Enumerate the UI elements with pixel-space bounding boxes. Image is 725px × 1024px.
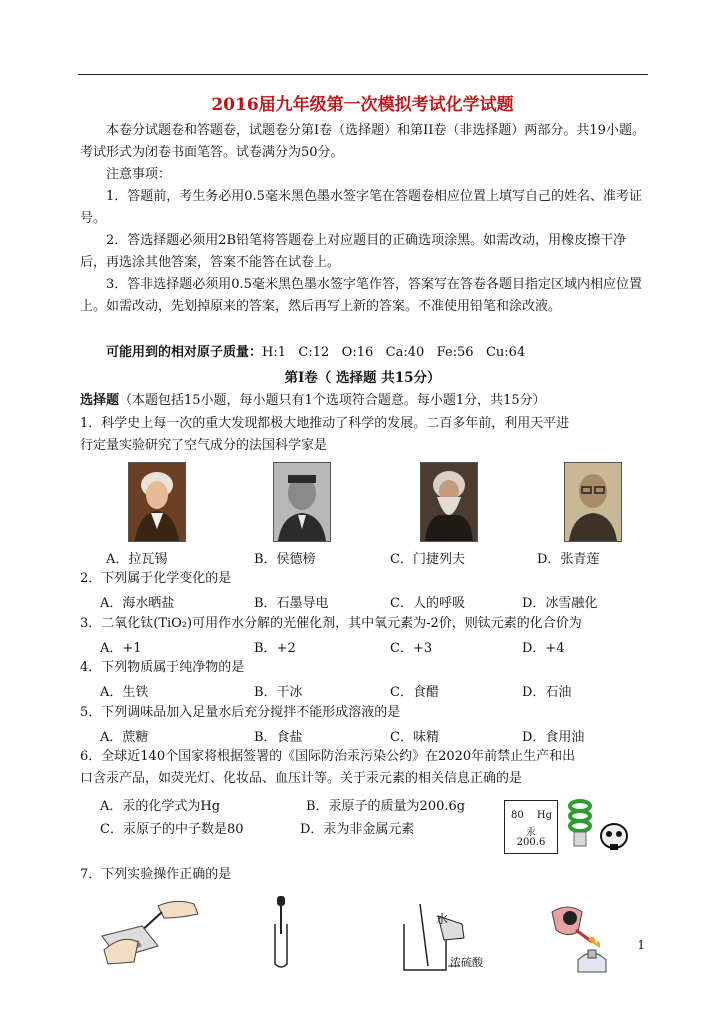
section-title: 第Ⅰ卷（ 选择题 共15分） xyxy=(284,370,441,386)
q3-option-a: A．+1 xyxy=(100,641,142,656)
q6-option-d: D．汞为非金属元素 xyxy=(300,822,415,837)
intro-paragraph: 本卷分试题卷和答题卷，试题卷分第Ⅰ卷（选择题）和第II卷（非选择题）两部分。共19小题。考试形式为闭卷书面笔答。试卷满分为50分。 xyxy=(80,123,645,160)
q1-option-b: B．侯德榜 xyxy=(254,552,316,567)
atomic-masses xyxy=(106,342,525,364)
question-1-stem: 1．科学史上每一次的重大发现都极大地推动了科学的发展。二百多年前，利用天平进 xyxy=(80,416,570,431)
q6-option-c: C．汞原子的中子数是80 xyxy=(100,822,244,837)
question-2-stem: 2．下列属于化学变化的是 xyxy=(80,571,232,586)
q5-option-b: B．食盐 xyxy=(254,730,303,745)
portrait-mendeleev xyxy=(420,462,478,542)
q3-option-d: D．+4 xyxy=(522,641,565,656)
question-4-stem: 4．下列物质属于纯净物的是 xyxy=(80,660,245,675)
q4-option-b: B．干冰 xyxy=(254,685,303,700)
fluorescent-lamp-skull-icon xyxy=(562,794,632,860)
q2-option-b: B．石墨导电 xyxy=(254,596,329,611)
question-1-stem-cont: 行定量实验研究了空气成分的法国科学家是 xyxy=(80,438,328,453)
element-name: 汞 xyxy=(526,827,536,838)
atomic-masses-values: H:1 C:12 O:16 Ca:40 Fe:56 Cu:64 xyxy=(262,345,526,360)
section-instruction-text: （本题包括15小题，每小题只有1个选项符合题意。每小题1分，共15分） xyxy=(119,393,546,408)
q5-option-a: A．蔗糖 xyxy=(100,730,149,745)
page-title: 2016届九年级第一次模拟考试化学试题 xyxy=(211,95,514,115)
q6-option-b: B．汞原子的质量为200.6g xyxy=(306,799,466,814)
q1-option-d: D．张青莲 xyxy=(537,552,600,567)
q2-option-a: A．海水晒盐 xyxy=(100,596,175,611)
q3-option-c: C．+3 xyxy=(390,641,433,656)
notice-item-2: 2．答选择题必须用2B铅笔将答题卷上对应题目的正确选项涂黑。如需改动，用橡皮擦干净后，再选涂其他答案，答案不能答在试卷上。 xyxy=(80,233,627,270)
portrait-hou-debang xyxy=(273,462,331,542)
notice-item-3: 3．答非选择题必须用0.5毫米黑色墨水签字笔作答，答案写在答卷各题目指定区域内相应位置上。如需改动，先划掉原来的答案，然后再写上新的答案。不准使用铅笔和涂改液。 xyxy=(80,277,642,314)
q1-option-c: C．门捷列夫 xyxy=(390,552,465,567)
q3-option-b: B．+2 xyxy=(254,641,296,656)
question-6-stem: 6．全球近140个国家将根据签署的《国际防治汞污染公约》在2020年前禁止生产和出 xyxy=(80,749,576,764)
alcohol-lamp-illustration xyxy=(548,902,618,976)
element-number: 80 xyxy=(511,810,524,821)
notice-heading: 注意事项： xyxy=(106,167,172,182)
q4-option-d: D．石油 xyxy=(522,685,572,700)
q2-option-c: C．人的呼吸 xyxy=(390,596,465,611)
q5-option-d: D．食用油 xyxy=(522,730,585,745)
q4-option-c: C．食醋 xyxy=(390,685,439,700)
question-3-stem: 3．二氧化钛(TiO₂)可用作水分解的光催化剂，其中氧元素为-2价，则钛元素的化合价为 xyxy=(80,616,582,631)
question-6-stem-cont: 口含汞产品，如荧光灯、化妆品、血压计等。关于汞元素的相关信息正确的是 xyxy=(80,771,523,786)
portrait-zhang-qinglian xyxy=(564,462,622,542)
section-instruction-label: 选择题 xyxy=(80,393,120,408)
label-concentrated-sulfuric-acid: 浓硫酸 xyxy=(450,956,483,969)
atomic-masses-label: 可能用到的相对原子质量： xyxy=(106,345,263,360)
q6-option-a: A．汞的化学式为Hg xyxy=(100,799,221,814)
ph-test-illustration xyxy=(98,888,208,968)
section-instruction xyxy=(80,390,546,412)
notice-item-1: 1．答题前，考生务必用0.5毫米黑色墨水签字笔在答题卷相应位置上填写自己的姓名、准考证号。 xyxy=(80,189,642,226)
q2-option-d: D．冰雪融化 xyxy=(522,596,598,611)
label-water: 水 xyxy=(436,912,449,926)
q1-option-a: A．拉瓦锡 xyxy=(106,552,168,567)
question-7-stem: 7．下列实验操作正确的是 xyxy=(80,867,232,882)
q5-option-c: C．味精 xyxy=(390,730,439,745)
portrait-lavoisier xyxy=(128,462,186,542)
q4-option-a: A．生铁 xyxy=(100,685,149,700)
header-rule xyxy=(78,74,648,75)
element-mass: 200.6 xyxy=(516,837,546,848)
element-symbol: Hg xyxy=(536,810,552,821)
element-card-hg xyxy=(504,800,558,854)
page-number: 1 xyxy=(637,938,645,952)
question-5-stem: 5．下列调味品加入足量水后充分搅拌不能形成溶液的是 xyxy=(80,705,401,720)
dropper-tube-illustration xyxy=(270,894,292,970)
